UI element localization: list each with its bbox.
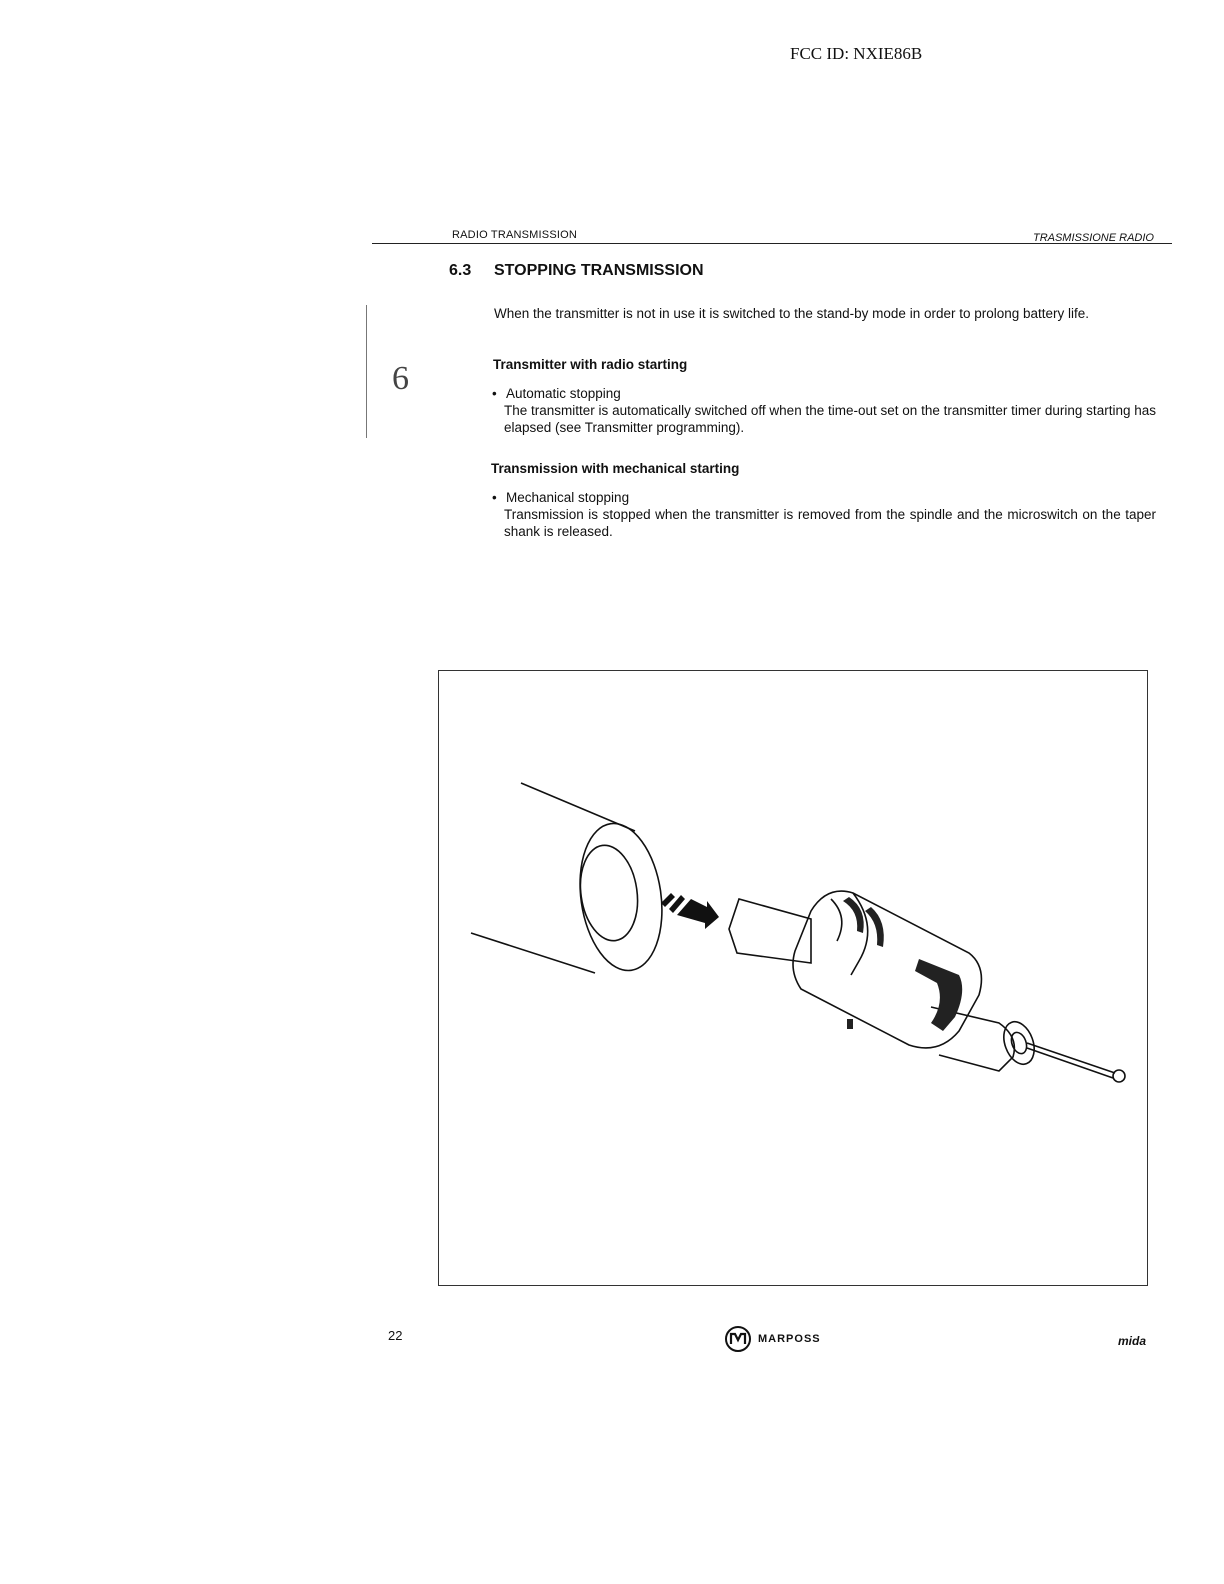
chapter-marker-line bbox=[366, 305, 367, 438]
bullet-mechanical-stopping bbox=[492, 489, 1156, 540]
spindle-transmitter-drawing bbox=[439, 671, 1147, 1285]
subsection-title-mechanical: Transmission with mechanical starting bbox=[491, 461, 740, 476]
chapter-marker: 6 bbox=[392, 360, 409, 397]
header-left: RADIO TRANSMISSION bbox=[452, 229, 578, 241]
page-number: 22 bbox=[388, 1328, 403, 1343]
bullet-item: • Mechanical stopping bbox=[492, 489, 1156, 506]
product-name: mida bbox=[1117, 1334, 1146, 1348]
bullet-item: • Automatic stopping bbox=[492, 385, 1156, 402]
marposs-emblem-icon bbox=[724, 1325, 752, 1353]
bullet-automatic-stopping bbox=[492, 385, 1156, 436]
bullet-description: The transmitter is automatically switched off when the time-out set on the transmitter timer during starting has elapsed (see Transmitter programming). bbox=[504, 403, 1156, 435]
section-title: STOPPING TRANSMISSION bbox=[494, 262, 704, 279]
subsection-title-radio: Transmitter with radio starting bbox=[493, 357, 688, 372]
bullet-description: Transmission is stopped when the transmitter is removed from the spindle and the microswitch on the taper shank is released. bbox=[504, 507, 1156, 539]
fcc-id: FCC ID: NXIE86B bbox=[790, 44, 923, 63]
section-number: 6.3 bbox=[449, 262, 472, 279]
header-rule bbox=[372, 243, 1172, 244]
marposs-logo bbox=[724, 1325, 821, 1353]
brand-name: MARPOSS bbox=[758, 1333, 821, 1345]
transmitter-illustration bbox=[438, 670, 1148, 1286]
header-right: TRASMISSIONE RADIO bbox=[1032, 232, 1154, 244]
intro-paragraph: When the transmitter is not in use it is switched to the stand-by mode in order to prolong battery life. bbox=[494, 306, 1090, 321]
